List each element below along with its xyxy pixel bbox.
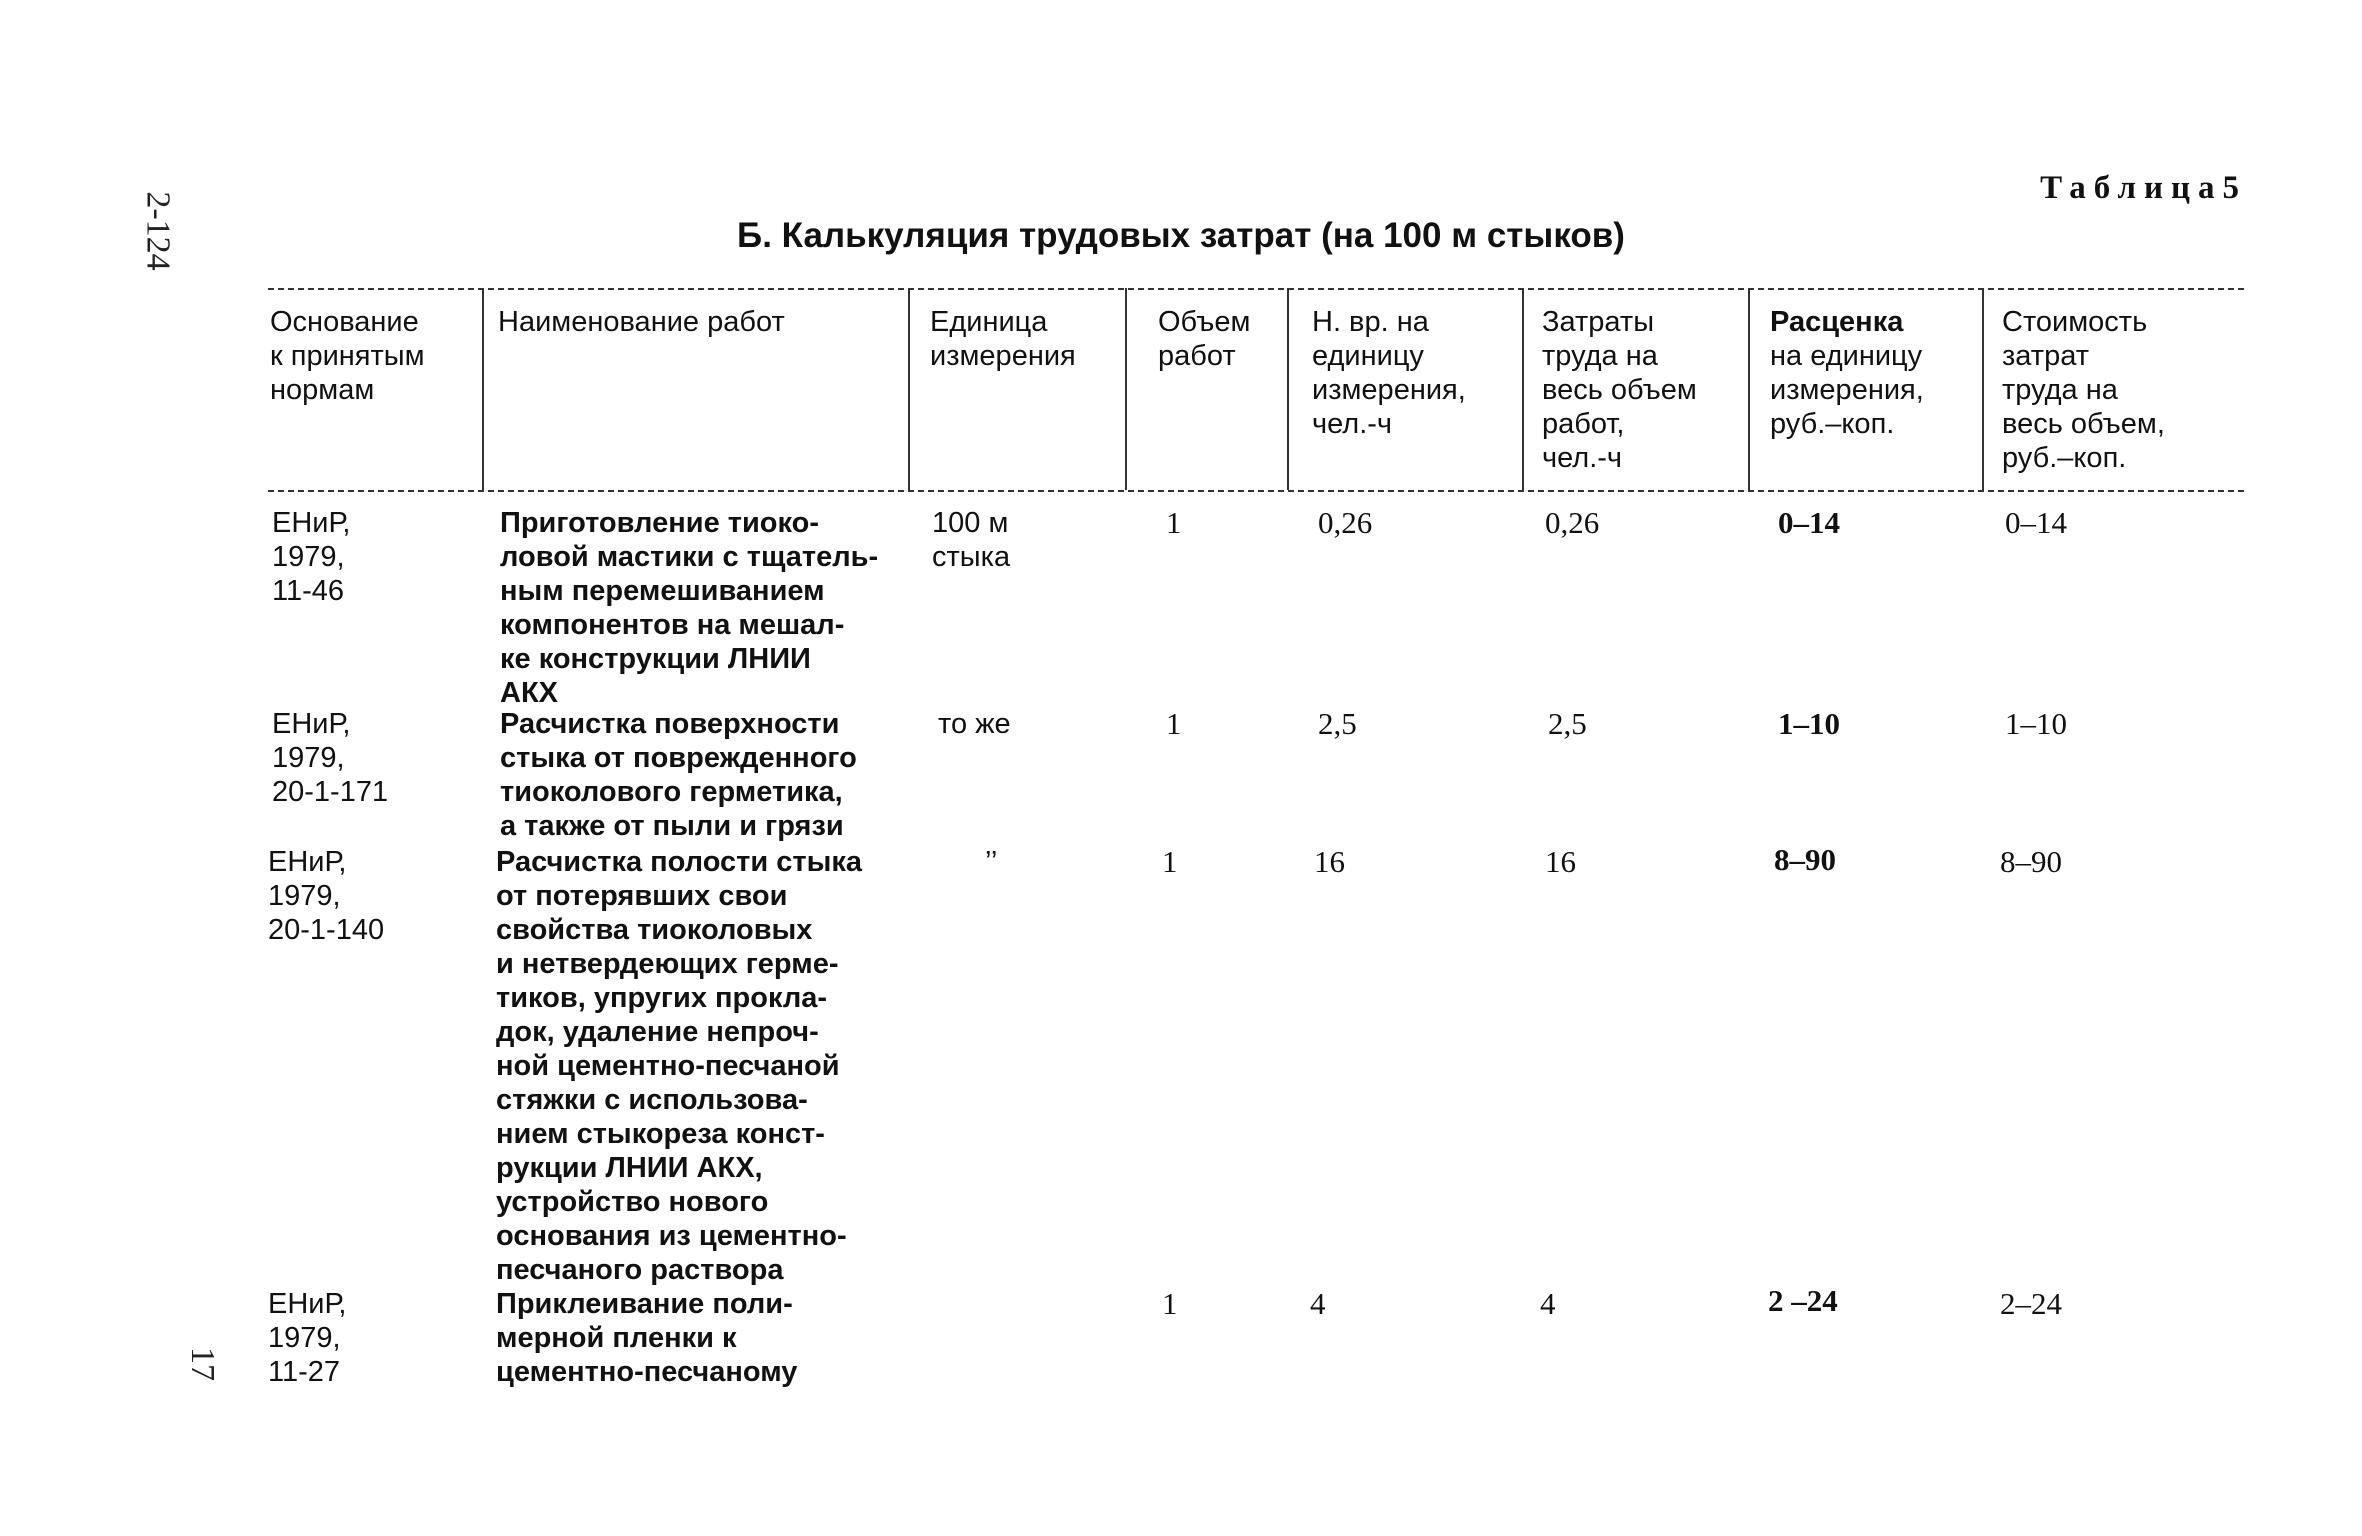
table-title: Б. Калькуляция трудовых затрат (на 100 м стыков) [737,216,1625,255]
row-basis: ЕНиР, 1979, 11-27 [268,1288,347,1388]
row-unit: 100 м стыка [932,507,1011,573]
header-total-cost: Стоимость затрат труда на весь объем, руб.–коп. [2002,306,2165,474]
row-volume: 1 [1166,706,1182,741]
header-bottom-rule [268,490,2244,492]
header-labor-cost: Затраты труда на весь объем работ, чел.-ч [1542,306,1697,474]
row-rate: 8–90 [1774,842,1836,877]
row-rate: 0–14 [1778,505,1840,540]
column-divider [1125,288,1127,490]
row-work-description: Расчистка полости стыка от потерявших свои свойства тиоколовых и нетвердеющих герме- тиков, упругих прокла- док, удаление непроч- ной цементно-песчаной стяжки с использова- нием стыкореза конст- рукции ЛНИИ АКХ, устройство нового основания из цементно- песчаного раствора [496,846,862,1286]
row-labor: 4 [1540,1286,1556,1321]
row-basis: ЕНиР, 1979, 20-1-140 [268,846,385,946]
column-divider [908,288,910,490]
header-rate: Расценка на единицу измерения, руб.–коп. [1770,306,1924,440]
row-labor: 16 [1545,844,1576,879]
column-divider [1982,288,1984,490]
row-work-description: Приготовление тиоко- ловой мастики с тщатель- ным перемешиванием компонентов на мешал- ке конструкции ЛНИИ АКХ [500,507,879,709]
row-work-description: Расчистка поверхности стыка от поврежденного тиоколового герметика, а также от пыли и грязи [500,708,857,842]
row-volume: 1 [1162,1286,1178,1321]
row-cost: 0–14 [2005,505,2067,540]
header-basis: Основание к принятым нормам [270,306,425,406]
row-norm-time: 4 [1310,1286,1326,1321]
header-norm-time: Н. вр. на единицу измерения, чел.-ч [1312,306,1466,440]
row-rate: 2 –24 [1768,1283,1838,1318]
column-divider [1287,288,1289,490]
row-labor: 2,5 [1548,706,1587,741]
page-number-label: 17 [184,1347,221,1381]
row-norm-time: 16 [1314,844,1345,879]
column-divider [1522,288,1524,490]
page-code-label: 2-124 [139,191,177,271]
header-work-name: Наименование работ [498,306,785,338]
row-unit: то же [938,708,1011,740]
header-unit: Единица измерения [930,306,1076,372]
header-top-rule [268,288,2244,290]
row-cost: 2–24 [2000,1286,2062,1321]
row-work-description: Приклеивание поли- мерной пленки к цементно-песчаному [496,1288,798,1388]
row-norm-time: 2,5 [1318,706,1357,741]
row-volume: 1 [1162,844,1178,879]
table-number-label: Таблица5 [2040,170,2247,206]
row-rate: 1–10 [1778,706,1840,741]
row-norm-time: 0,26 [1318,505,1373,540]
row-basis: ЕНиР, 1979, 20-1-171 [272,708,389,808]
column-divider [1748,288,1750,490]
row-labor: 0,26 [1545,505,1600,540]
column-divider [482,288,484,490]
row-cost: 8–90 [2000,844,2062,879]
row-cost: 1–10 [2005,706,2067,741]
row-volume: 1 [1166,505,1182,540]
row-unit-ditto: ’’ [985,846,998,878]
row-basis: ЕНиР, 1979, 11-46 [272,507,351,607]
header-volume: Объем работ [1158,306,1251,372]
